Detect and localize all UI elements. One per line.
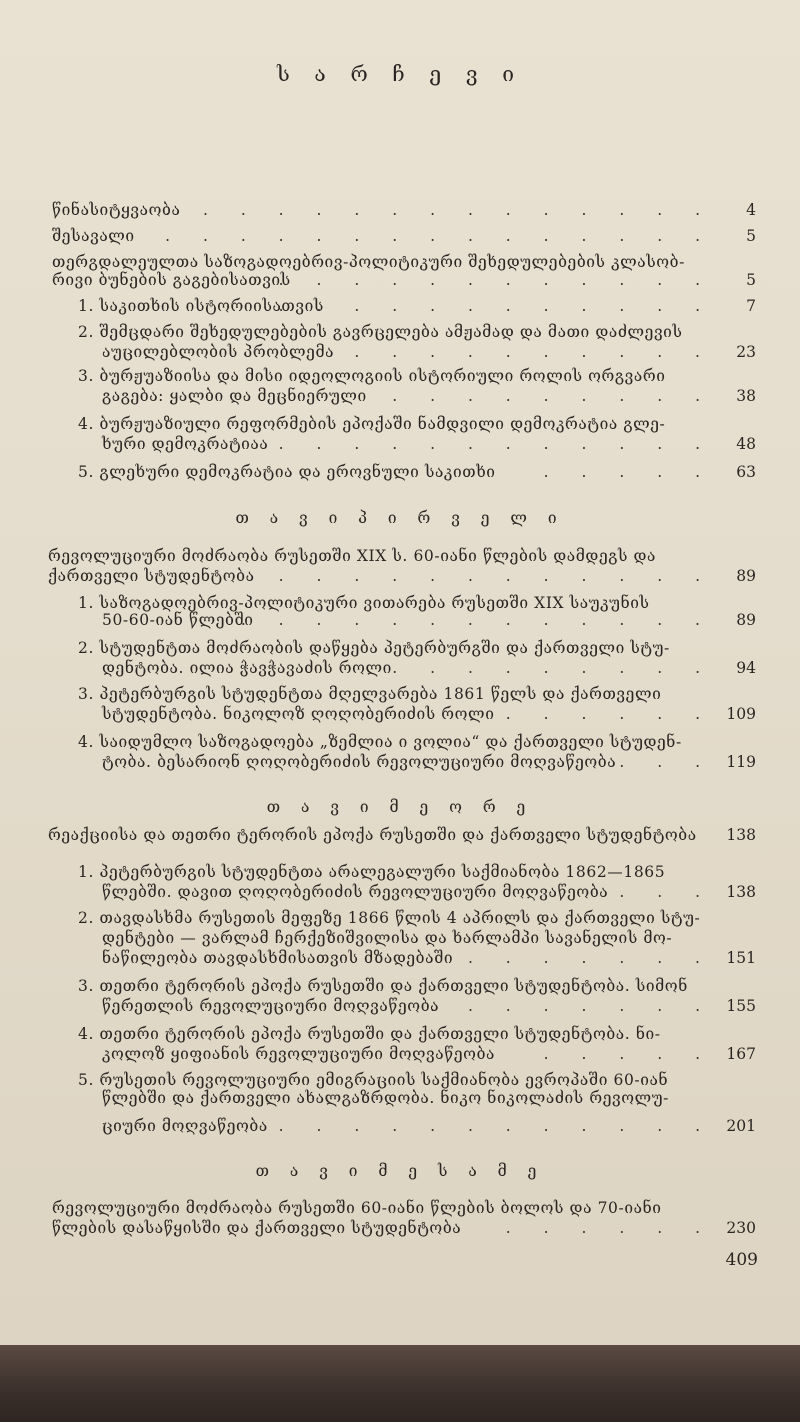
toc-page-number: 155: [726, 997, 756, 1015]
toc-page-number: 4: [746, 201, 756, 219]
toc-leader-dots: . . . . . . . .: [430, 997, 714, 1015]
toc-leader-dots: . . . . . . . . . . . . . . .: [165, 201, 714, 219]
toc-page-number: 201: [726, 1117, 756, 1135]
toc-entry-title: 1. საზოგადოებრივ-პოლიტიკური ვითარება რუსეთში XIX საუკუნის: [78, 594, 650, 612]
toc-entry-title: შესავალი: [52, 227, 135, 245]
toc-entry-title: 2. შემცდარი შეხედულებების გავრცელება ამჟამად და მათი დაძლევის: [78, 323, 683, 341]
toc-entry-title: ნაწილეობა თავდასხმისათვის მზადებაში: [102, 949, 454, 967]
toc-entry-title: 4. თეთრი ტერორის ეპოქა რუსეთში და ქართველი სტუდენტობა. ნი-: [78, 1025, 661, 1043]
toc-leader-dots: . . . . . . . . .: [392, 659, 714, 677]
toc-entry-title: 5. რუსეთის რევოლუციური ემიგრაციის საქმიანობა ევროპაში 60-იან: [78, 1071, 669, 1089]
toc-entry: [0, 1040, 800, 1068]
toc-entry: [0, 196, 800, 224]
page-title: ს ა რ ჩ ე ვ ი: [277, 62, 523, 86]
page-number: 409: [725, 1250, 758, 1270]
toc-page-number: 63: [736, 463, 756, 481]
toc-leader-dots: . . . . . . . . . . . . . . .: [165, 227, 714, 245]
toc-entry: [0, 1112, 800, 1140]
toc-page-number: 48: [736, 435, 756, 453]
toc-page-number: 109: [726, 705, 756, 723]
toc-entry: [0, 1214, 800, 1242]
toc-page-number: 94: [736, 659, 756, 677]
toc-entry: [0, 821, 800, 849]
toc-entry: [0, 748, 800, 776]
toc-entry-title: 2. თავდასხმა რუსეთის მეფეზე 1866 წლის 4 აპრილს და ქართველი სტუ-: [78, 909, 701, 927]
toc-entry-title: 50-60-იან წლებში: [102, 611, 254, 629]
toc-leader-dots: . . . . . . .: [467, 949, 714, 967]
toc-leader-dots: . . . . . . . . . . . .: [278, 435, 714, 453]
chapter-heading-1: თ ა ვ ი პ ი რ ვ ე ლ ი: [235, 509, 565, 527]
toc-page-number: 38: [736, 387, 756, 405]
toc-entry-title: გაგება: ყალბი და მეცნიერული: [102, 387, 367, 405]
toc-page-number: 138: [726, 883, 756, 901]
toc-leader-dots: . . .: [619, 753, 714, 771]
toc-entry-title: წლების დასაწყისში და ქართველი სტუდენტობა: [52, 1219, 462, 1237]
toc-entry: [0, 992, 800, 1020]
toc-page-number: 138: [726, 826, 756, 844]
toc-entry-title: დენტობა. ილია ჭავჭავაძის როლი: [102, 659, 392, 677]
toc-entry-title: ტობა. ბესარიონ ღოღობერიძის რევოლუციური მოღვაწეობა: [102, 753, 617, 771]
toc-entry-title: წერეთლის რევოლუციური მოღვაწეობა: [102, 997, 440, 1015]
toc-leader-dots: . . .: [619, 883, 714, 901]
toc-entry: [0, 382, 800, 410]
toc-entry-title: 4. საიდუმლო საზოგადოება „ზემლია ი ვოლია“ და ქართველი სტუდენ-: [78, 733, 682, 751]
toc-entry-title: 1. პეტერბურგის სტუდენტთა არალეგალური საქმიანობა 1862—1865: [78, 863, 666, 881]
toc-entry: [0, 458, 800, 486]
chapter-heading-2: თ ა ვ ი მ ე ო რ ე: [266, 798, 534, 816]
toc-leader-dots: . . . . . . . . . . . .: [278, 1117, 714, 1135]
toc-entry-title: აუცილებლობის პრობლემა: [102, 343, 335, 361]
toc-page-number: 23: [736, 343, 756, 361]
toc-entry-title: წლებში. დავით ღოღობერიძის რევოლუციური მოღვაწეობა: [102, 883, 609, 901]
toc-entry-title: რივი ბუნების გაგებისათვის: [52, 271, 291, 289]
toc-leader-dots: . . . . . . . . .: [392, 387, 714, 405]
toc-page-number: 167: [726, 1045, 756, 1063]
toc-entry: [0, 562, 800, 590]
toc-entry-title: რევოლუციური მოძრაობა რუსეთში XIX ს. 60-იანი წლების დამდეგს და: [48, 547, 657, 565]
toc-entry-title: სტუდენტობა. ნიკოლოზ ღოღობერიძის როლი: [102, 705, 495, 723]
toc-entry: [0, 292, 800, 320]
toc-entry: [0, 430, 800, 458]
toc-page-number: 5: [746, 271, 756, 289]
toc-entry-title: რეაქციისა და თეთრი ტერორის ეპოქა რუსეთში და ქართველი სტუდენტობა: [48, 826, 697, 844]
toc-entry-title: დენტები — ვარლამ ჩერქეზიშვილისა და ხარლამპი სავანელის მო-: [102, 929, 673, 947]
toc-leader-dots: . . . . .: [543, 463, 714, 481]
toc-entry-title: ციური მოღვაწეობა: [102, 1117, 268, 1135]
toc-entry-title: ხური დემოკრატიაა: [102, 435, 269, 453]
toc-entry-title: კოლოზ ყიფიანის რევოლუციური მოღვაწეობა: [102, 1045, 496, 1063]
toc-page-number: 151: [726, 949, 756, 967]
toc-leader-dots: . . . . . .: [505, 705, 714, 723]
toc-entry-title: 1. საკითხის ისტორიისათვის: [78, 297, 324, 315]
toc-entry-title: თერგდალეულთა საზოგადოებრივ-პოლიტიკური შეხედულებების კლასობ-: [52, 253, 685, 271]
toc-leader-dots: . . . . . . . . . .: [354, 343, 714, 361]
toc-leader-dots: . . . . . . . . . . . .: [278, 271, 714, 289]
toc-page-number: 230: [726, 1219, 756, 1237]
toc-leader-dots: . . . . . . . . . . . . .: [240, 611, 714, 629]
toc-leader-dots: . . . . . . . . . . . .: [278, 297, 714, 315]
toc-entry: [0, 944, 800, 972]
toc-entry: [0, 654, 800, 682]
toc-entry-title: 3. თეთრი ტერორის ეპოქა რუსეთში და ქართველი სტუდენტობა. სიმონ: [78, 977, 688, 995]
toc-leader-dots: . . . . . . . . . . . .: [278, 567, 714, 585]
toc-page-number: 7: [746, 297, 756, 315]
toc-entry-title: 5. გლეხური დემოკრატია და ეროვნული საკითხი: [78, 463, 496, 481]
toc-page-number: 89: [736, 611, 756, 629]
toc-page-number: 5: [746, 227, 756, 245]
toc-entry-title: 2. სტუდენტთა მოძრაობის დაწყება პეტერბურგში და ქართველი სტუ-: [78, 639, 670, 657]
toc-entry: [0, 1084, 800, 1112]
toc-entry-title: რევოლუციური მოძრაობა რუსეთში 60-იანი წლების ბოლოს და 70-იანი: [52, 1199, 662, 1217]
toc-entry-title: 4. ბურჟუაზიული რეფორმების ეპოქაში ნამდვილი დემოკრატია გლე-: [78, 415, 666, 433]
toc-page-number: 89: [736, 567, 756, 585]
toc-entry: [0, 222, 800, 250]
table-surface: [0, 1345, 800, 1422]
toc-leader-dots: . . . . . .: [505, 1219, 714, 1237]
toc-entry-title: წლებში და ქართველი ახალგაზრდობა. ნიკო ნიკოლაძის რევოლუ-: [102, 1089, 670, 1107]
toc-entry: [0, 266, 800, 294]
toc-entry-title: წინასიტყვაობა: [52, 201, 181, 219]
toc-entry: [0, 700, 800, 728]
toc-page-number: 119: [726, 753, 756, 771]
toc-entry-title: ქართველი სტუდენტობა: [48, 567, 255, 585]
toc-leader-dots: . . . . .: [543, 1045, 714, 1063]
toc-entry: [0, 606, 800, 634]
toc-entry-title: 3. პეტერბურგის სტუდენტთა მღელვარება 1861 წელს და ქართველი: [78, 685, 662, 703]
toc-entry-title: 3. ბურჟუაზიისა და მისი იდეოლოგიის ისტორიული როლის ორგვარი: [78, 367, 666, 385]
chapter-heading-3: თ ა ვ ი მ ე ს ა მ ე: [255, 1162, 545, 1180]
toc-entry: [0, 878, 800, 906]
